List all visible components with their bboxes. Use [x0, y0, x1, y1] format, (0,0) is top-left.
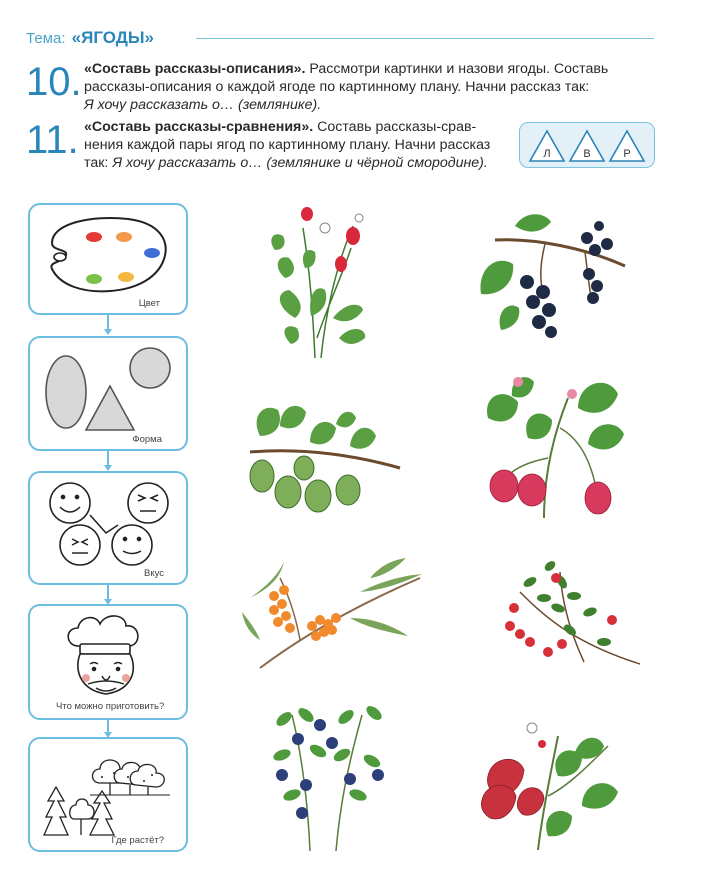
taste-faces-icon	[30, 473, 186, 583]
shapes-icon	[30, 338, 186, 449]
task-10-line3: Я хочу рассказать о… (землянике).	[84, 97, 322, 113]
triangle-l-icon	[530, 131, 564, 161]
plan-card-taste-label: Вкус	[144, 568, 164, 579]
triangle-r-icon	[610, 131, 644, 161]
wild-strawberry-icon	[255, 198, 385, 363]
task-10-number: 10.	[26, 60, 82, 104]
topic-value: «ЯГОДЫ»	[71, 28, 154, 47]
plan-card-shape-label: Форма	[132, 434, 162, 445]
task-11-line3-italic: Я хочу рассказать о… (землянике и чёрной смородине).	[112, 155, 488, 171]
task-11-line1: Составь рассказы-срав-	[317, 119, 477, 135]
task-11-title: «Составь рассказы-сравнения».	[84, 119, 314, 135]
lingonberry-icon	[500, 552, 650, 677]
trees-icon	[30, 739, 186, 850]
triangle-v-icon	[570, 131, 604, 161]
blueberry-icon	[262, 695, 392, 855]
plan-card-color-label: Цвет	[138, 298, 160, 309]
cook-icon	[30, 606, 186, 702]
badge-letter-l: Л	[543, 148, 551, 160]
gooseberry-icon	[240, 396, 405, 521]
blackcurrant-icon	[475, 204, 635, 344]
task-10-line1: Рассмотри картинки и назови ягоды. Составь	[309, 61, 609, 77]
task-11-text	[84, 118, 504, 172]
task-10-text	[84, 60, 654, 114]
topic-divider	[196, 38, 654, 39]
task-11-number: 11.	[26, 118, 79, 162]
task-10-title: «Составь рассказы-описания».	[84, 61, 306, 77]
plan-card-color	[28, 203, 188, 315]
task-11-line2: нения каждой пары ягод по картинному плану. Начни рассказ	[84, 137, 491, 153]
sea-buckthorn-icon	[240, 558, 430, 678]
task-11-line3-lead: так:	[84, 155, 109, 171]
badge-letter-r: Р	[623, 148, 631, 160]
plan-card-taste	[28, 471, 188, 585]
topic-label: Тема:	[26, 30, 66, 47]
plan-card-cook	[28, 604, 188, 720]
arrow-head-1	[104, 329, 112, 335]
palette-icon	[30, 205, 186, 313]
plan-card-shape	[28, 336, 188, 451]
topic-heading	[26, 28, 154, 48]
plan-badge	[519, 122, 655, 168]
plan-card-cook-label: Что можно приготовить?	[56, 701, 165, 712]
garden-strawberry-icon	[478, 716, 628, 856]
raspberry-icon	[478, 368, 638, 528]
plan-card-where-label: Где растёт?	[111, 835, 164, 846]
badge-letter-v: В	[583, 148, 591, 160]
task-10-line2: рассказы-описания о каждой ягоде по картинному плану. Начни рассказ так:	[84, 79, 590, 95]
plan-card-where	[28, 737, 188, 852]
